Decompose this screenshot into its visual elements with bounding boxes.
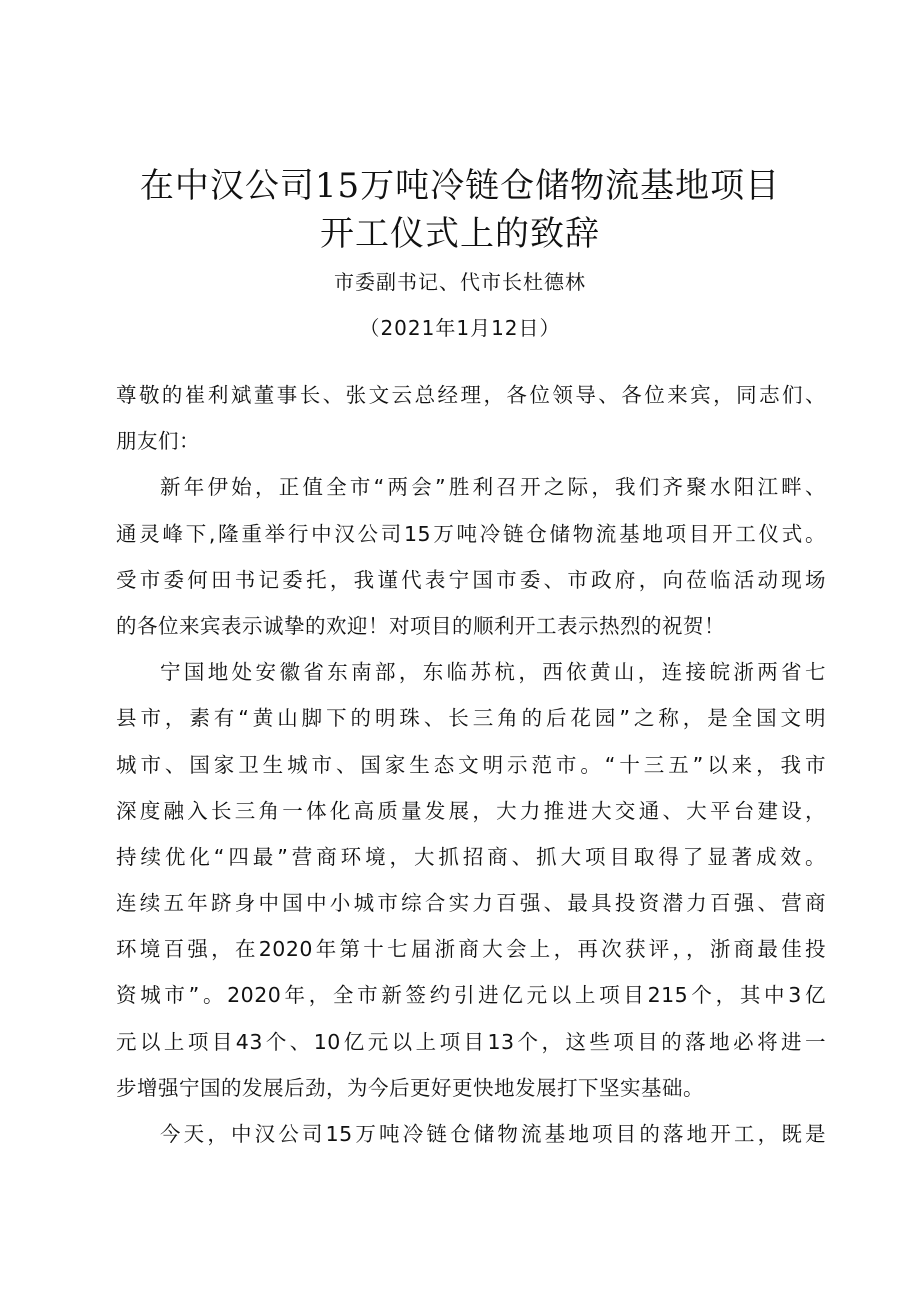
paragraph-1-line: 受市委何田书记委托，我谨代表宁国市委、市政府，向莅临活动现场: [116, 567, 826, 592]
document-author: 市委副书记、代市长杜德林: [334, 270, 586, 294]
salutation-line: 朋友们：: [116, 429, 200, 454]
document-body: [116, 372, 826, 1157]
paragraph-1-line: 的各位来宾表示诚挚的欢迎！对项目的顺利开工表示热烈的祝贺！: [116, 613, 725, 638]
document-date: （2021年1月12日）: [359, 316, 561, 340]
paragraph-2-line: 资城市”。2020年，全市新签约引进亿元以上项目215个，其中3亿: [116, 983, 826, 1008]
paragraph-2-line: 环境百强，在2020年第十七届浙商大会上，再次获评，，浙商最佳投: [116, 937, 826, 962]
paragraph-2-line: 深度融入长三角一体化高质量发展，大力推进大交通、大平台建设，: [116, 798, 826, 823]
paragraph-2-line: 步增强宁国的发展后劲，为今后更好更快地发展打下坚实基础。: [116, 1075, 704, 1100]
paragraph-2-line: 宁国地处安徽省东南部，东临苏杭，西依黄山，连接皖浙两省七: [160, 660, 826, 685]
paragraph-2-line: 县市，素有“黄山脚下的明珠、长三角的后花园”之称，是全国文明: [116, 706, 826, 731]
paragraph-3-line: 今天，中汉公司15万吨冷链仓储物流基地项目的落地开工，既是: [160, 1122, 826, 1146]
paragraph-2-line: 城市、国家卫生城市、国家生态文明示范市。“十三五”以来，我市: [116, 752, 826, 777]
paragraph-2-line: 连续五年跻身中国中小城市综合实力百强、最具投资潜力百强、营商: [116, 891, 826, 916]
document-title-line-2: 开工仪式上的致辞: [320, 214, 600, 254]
salutation-line: 尊敬的崔利斌董事长、张文云总经理，各位领导、各位来宾，同志们、: [116, 383, 826, 407]
document-title-line-1: 在中汉公司15万吨冷链仓储物流基地项目: [139, 166, 781, 206]
paragraph-2-line: 持续优化“四最”营商环境，大抓招商、抓大项目取得了显著成效。: [116, 844, 826, 869]
paragraph-1-line: 通灵峰下,隆重举行中汉公司15万吨冷链仓储物流基地项目开工仪式。: [116, 521, 826, 546]
paragraph-2-line: 元以上项目43个、10亿元以上项目13个，这些项目的落地必将进一: [116, 1029, 826, 1054]
paragraph-1-line: 新年伊始，正值全市“两会”胜利召开之际，我们齐聚水阳江畔、: [160, 475, 826, 500]
